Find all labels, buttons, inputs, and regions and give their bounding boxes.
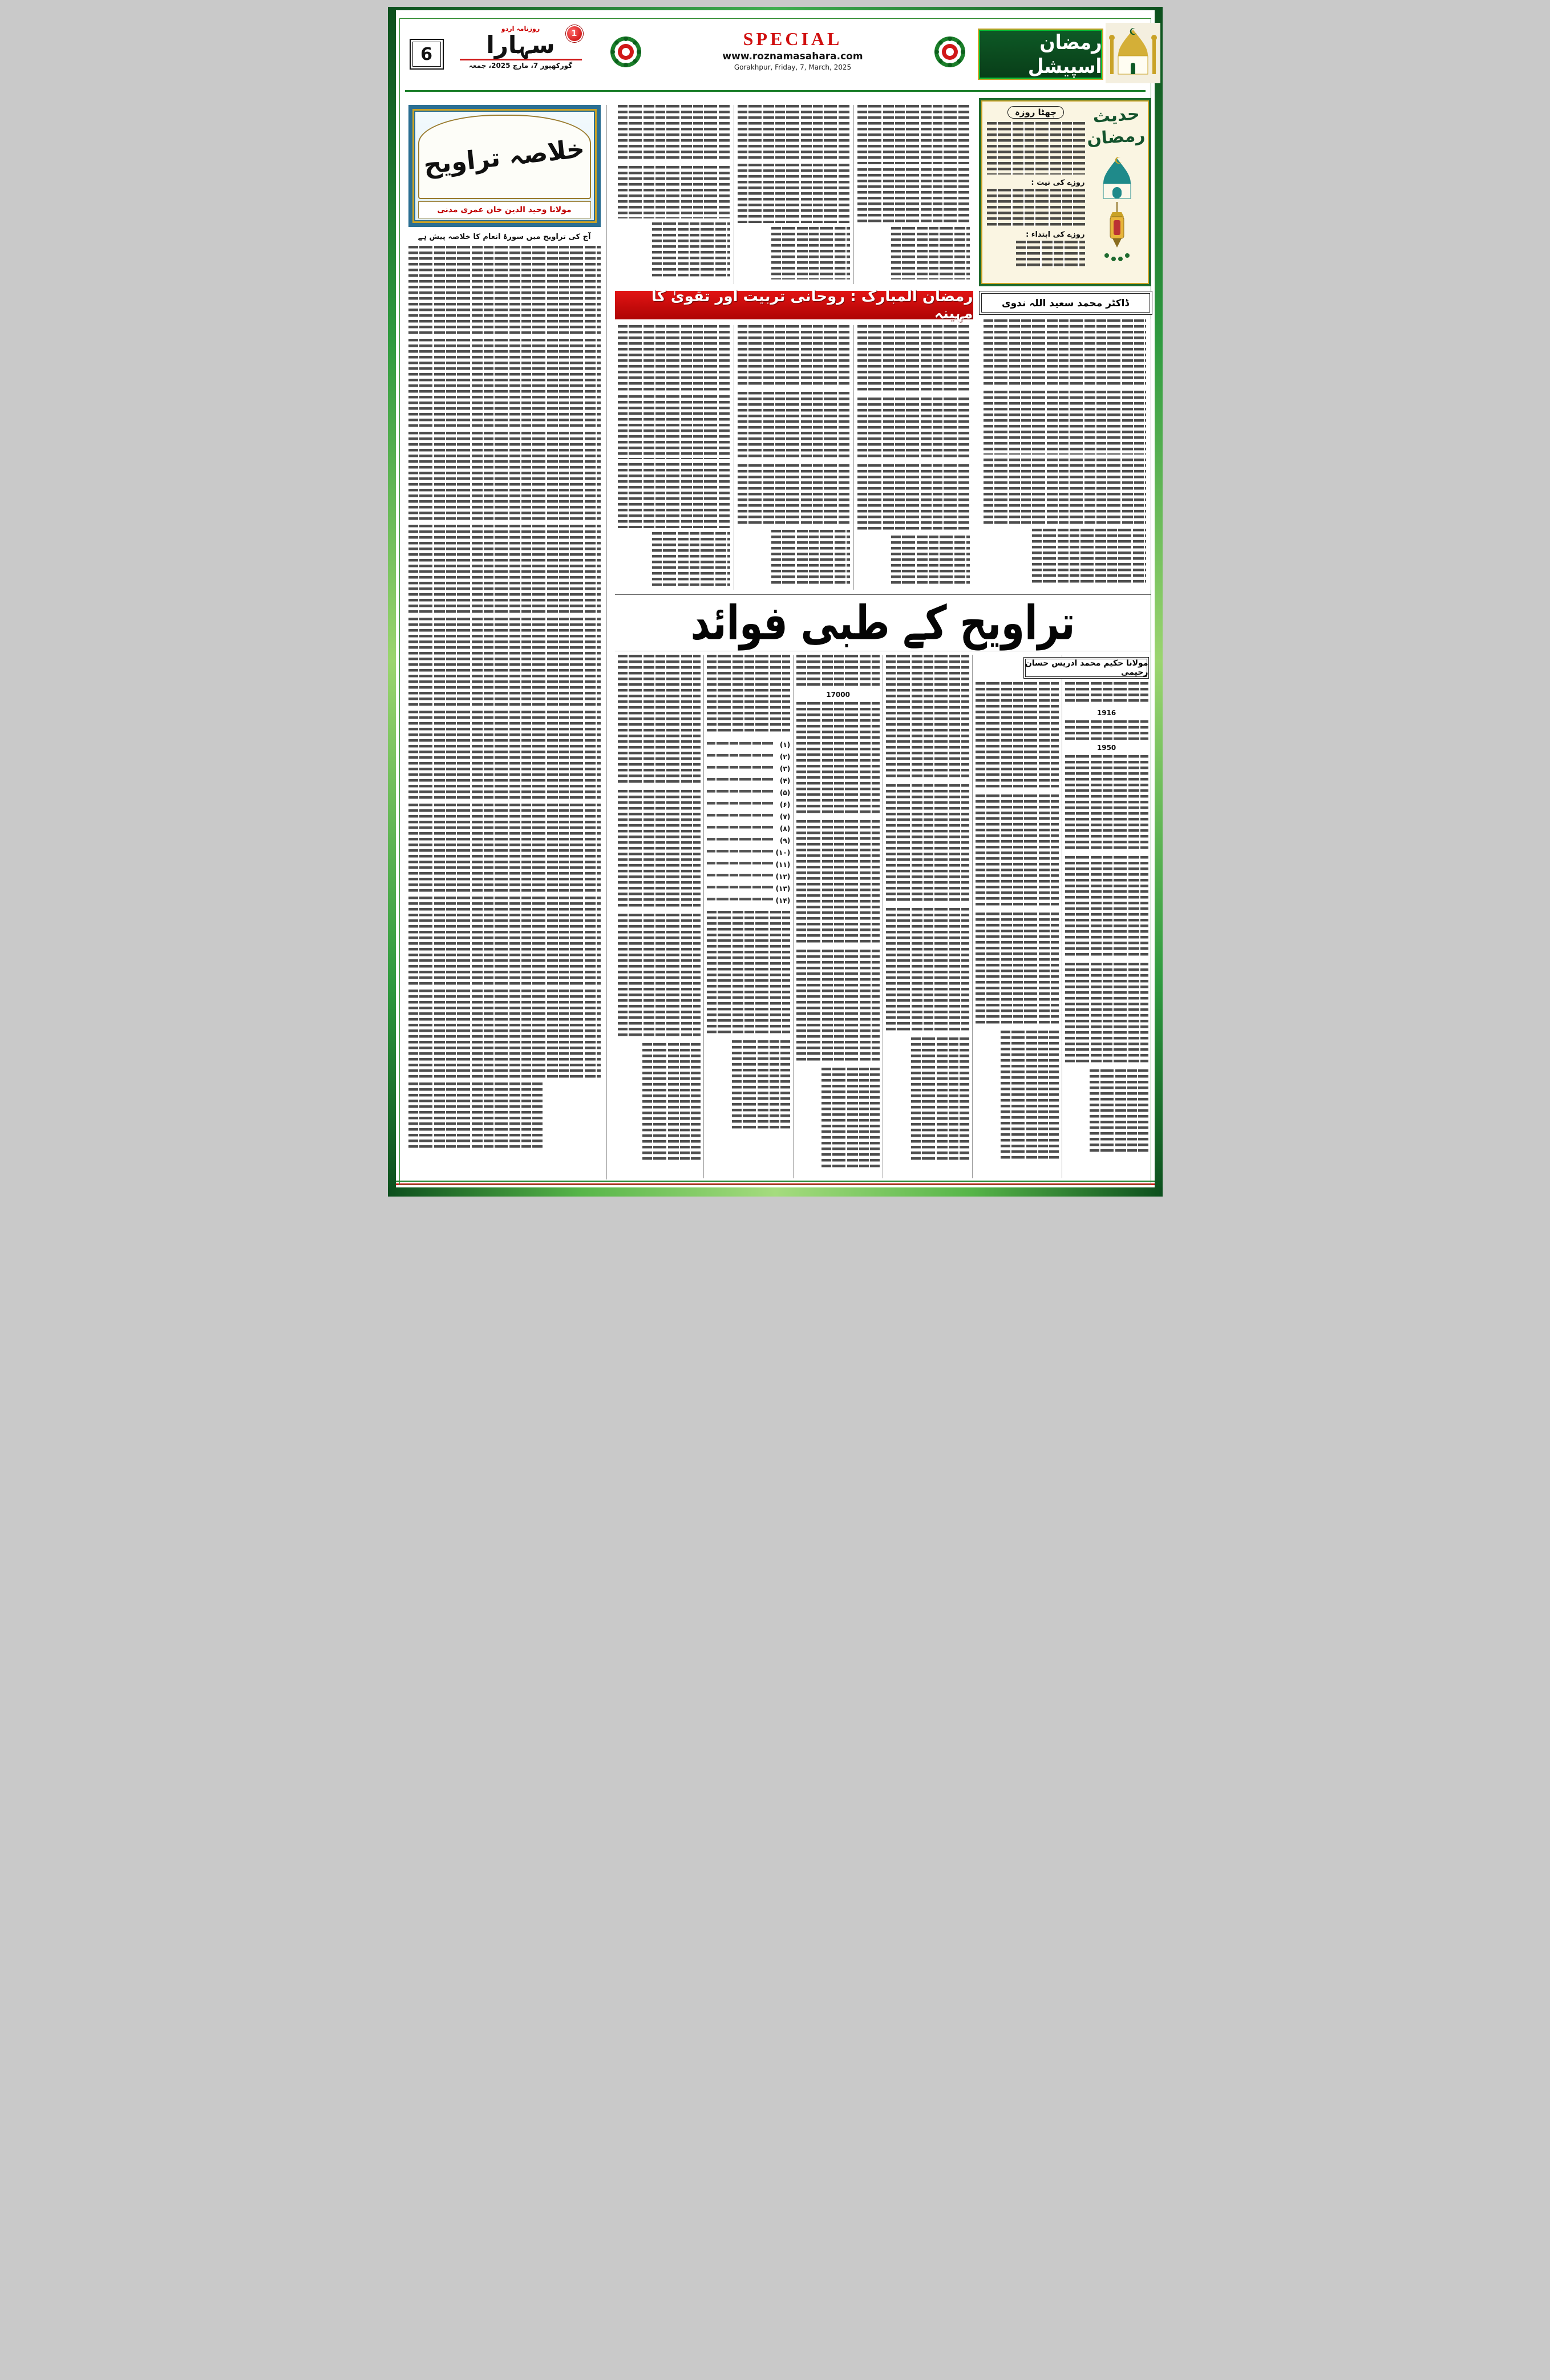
feature-byline: ڈاکٹر محمد سعید اللہ ندوی (979, 291, 1152, 315)
text-block (1016, 241, 1084, 268)
text-block (976, 682, 1059, 790)
header-center (699, 29, 887, 71)
page-header (405, 21, 1146, 89)
newspaper-page (388, 7, 1163, 1197)
text-block (857, 464, 970, 532)
text-block (976, 913, 1059, 1027)
text-block (984, 319, 1146, 387)
list-item (707, 751, 790, 763)
page-frame-right (1155, 7, 1163, 1197)
text-block (738, 325, 850, 388)
hadith-lead: چھٹا روزہ (1007, 106, 1064, 119)
text-line (707, 886, 773, 891)
text-block (1032, 529, 1146, 586)
hadith-box-text (987, 106, 1085, 278)
figure-17000: 17000 (826, 691, 850, 699)
list-item (707, 763, 790, 775)
text-block (976, 794, 1059, 909)
page-number: 6 (410, 39, 444, 70)
feature-article-right-column (979, 319, 1151, 590)
text-column (1062, 655, 1151, 1178)
text-line (707, 898, 773, 903)
text-block (738, 105, 850, 160)
text-block (771, 227, 850, 279)
text-block (408, 246, 601, 335)
section-banner (978, 29, 1103, 80)
list-item (707, 870, 790, 882)
text-block (886, 908, 969, 1033)
text-block (987, 189, 1085, 226)
website-url: www.roznamasahara.com (722, 51, 863, 62)
list-number: (۲) (779, 752, 791, 761)
text-block (652, 222, 731, 279)
hadith-title-line2: رمضان (1086, 125, 1146, 149)
text-block (408, 525, 601, 614)
main-headline: تراویح کے طبی فوائد (690, 595, 1075, 651)
list-number: (۱۱) (775, 860, 791, 869)
mosque-icon (1106, 23, 1160, 83)
page-frame-left (388, 7, 396, 1197)
text-block (408, 711, 601, 800)
left-article-lead: آج کی تراویح میں سورۂ انعام کا خلاصہ پیش ہے (418, 233, 591, 241)
text-block (618, 105, 730, 162)
text-block (796, 655, 880, 687)
text-block (987, 122, 1085, 175)
hadith-box-title (1088, 103, 1146, 150)
header-divider-rule (405, 90, 1146, 92)
list-item (707, 786, 790, 798)
page-frame-bottom (388, 1187, 1163, 1197)
text-column (734, 325, 854, 590)
left-article-title: خلاصہ تراویح (422, 133, 586, 180)
left-article (408, 105, 607, 1179)
text-line (707, 802, 773, 808)
special-label: SPECIAL (743, 29, 843, 49)
text-block (618, 790, 701, 910)
list-number: (۱۰) (775, 848, 791, 857)
main-article-body (615, 655, 1151, 1178)
text-block (1065, 682, 1148, 705)
figure-1950: 1950 (1096, 744, 1116, 752)
list-item (707, 894, 790, 906)
text-block (771, 530, 850, 586)
text-block (1065, 720, 1148, 740)
list-item (707, 846, 790, 858)
text-line (707, 766, 773, 772)
feature-headline-banner (615, 288, 973, 322)
text-block (738, 392, 850, 460)
text-block (984, 391, 1146, 455)
ornament-medallion-icon (609, 35, 642, 68)
text-line (707, 850, 773, 855)
feature-article-body (615, 325, 973, 590)
text-block (618, 166, 730, 218)
bottom-red-rule (396, 1183, 1155, 1185)
text-block (984, 459, 1146, 525)
text-block (618, 914, 701, 1039)
text-line (707, 754, 773, 760)
list-number: (۴) (779, 776, 791, 785)
text-block (796, 950, 880, 1064)
text-block (652, 532, 731, 586)
hadith-ramzan-box (979, 98, 1151, 286)
text-block (408, 339, 601, 428)
text-block (707, 911, 790, 1036)
left-article-title-frame (418, 115, 591, 199)
text-line (707, 874, 773, 879)
text-block (642, 1043, 701, 1163)
text-line (707, 826, 773, 832)
text-block (857, 325, 970, 394)
main-headline-band (615, 594, 1151, 651)
figure-1916: 1916 (1096, 709, 1116, 717)
masthead (450, 25, 592, 86)
list-number: (۵) (779, 788, 791, 797)
text-column (794, 655, 883, 1178)
english-dateline: Gorakhpur, Friday, 7, March, 2025 (734, 63, 852, 71)
text-block (911, 1037, 969, 1163)
text-block (886, 784, 969, 904)
text-block (857, 168, 970, 223)
list-number: (۱۲) (775, 872, 791, 881)
list-item (707, 858, 790, 870)
text-line (707, 814, 773, 820)
list-number: (۸) (779, 824, 791, 833)
main-article-byline: مولانا حکیم محمد ادریس حسان رحیمی (1023, 657, 1149, 679)
text-block (618, 325, 730, 391)
text-block (796, 702, 880, 816)
text-block (886, 655, 969, 780)
page-frame-top (388, 7, 1163, 10)
list-item (707, 775, 790, 786)
text-block (796, 820, 880, 946)
text-block (738, 464, 850, 526)
text-line (707, 742, 773, 748)
text-block (821, 1068, 880, 1170)
list-number: (۱۳) (775, 884, 791, 893)
section-title: رمضان اسپیشل (1027, 30, 1102, 78)
text-column (854, 325, 973, 590)
text-line (707, 790, 773, 796)
text-line (707, 778, 773, 784)
text-block (408, 804, 601, 893)
text-block (1001, 1031, 1059, 1162)
text-block (1065, 755, 1148, 852)
text-column (854, 105, 973, 284)
list-number: (۷) (779, 812, 791, 821)
list-number: (۱۴) (775, 896, 791, 905)
bottom-green-rule (396, 1181, 1155, 1182)
text-column (883, 655, 973, 1178)
text-block (891, 227, 970, 279)
masthead-dateline: گورکھپور 7، مارچ 2025، جمعہ (468, 62, 573, 70)
list-item (707, 834, 790, 846)
text-block (738, 164, 850, 223)
list-number: (۶) (779, 800, 791, 809)
text-column (615, 655, 705, 1178)
text-line (707, 862, 773, 867)
text-block (891, 536, 970, 586)
text-column (614, 105, 734, 284)
list-item (707, 882, 790, 894)
list-item (707, 798, 790, 810)
hadith-title-line1: حدیث (1092, 104, 1140, 127)
text-column (734, 105, 854, 284)
list-number: (۱) (779, 740, 791, 749)
list-item (707, 739, 790, 751)
text-block (857, 398, 970, 460)
text-column (973, 655, 1062, 1178)
hadith-subhead-2: روزے کی ابتداء : (1026, 230, 1085, 239)
list-item (707, 810, 790, 822)
masthead-title: سہارا (486, 31, 555, 59)
list-number: (۹) (779, 836, 791, 845)
feature-title: رمضان المبارک : روحانی تربیت اور تقویٰ کا مہینہ (651, 288, 973, 322)
text-block (408, 432, 601, 521)
text-block (618, 395, 730, 459)
list-item (707, 822, 790, 834)
text-block (1065, 963, 1148, 1065)
masthead-rule (460, 59, 582, 60)
text-block (857, 105, 970, 164)
masthead-badge: 1 (566, 25, 583, 42)
list-number: (۳) (779, 764, 791, 773)
text-block (707, 655, 790, 735)
text-column (614, 325, 734, 590)
text-block (1065, 856, 1148, 959)
text-block (408, 990, 601, 1078)
hadith-subhead-1: روزے کی نیت : (1031, 179, 1085, 187)
left-article-byline: مولانا وحید الدین خان عمری مدنی (418, 201, 591, 218)
ornament-medallion-icon (933, 35, 966, 68)
mosque-lantern-icon (1090, 155, 1144, 269)
text-block (618, 463, 730, 528)
text-line (707, 838, 773, 844)
text-block (1090, 1069, 1148, 1155)
top-middle-text (615, 105, 973, 284)
numbered-list-column (704, 655, 794, 1178)
text-block (408, 1082, 543, 1151)
text-block (408, 897, 601, 986)
text-block (732, 1040, 790, 1132)
left-article-ornament-frame (408, 105, 601, 227)
text-block (618, 655, 701, 786)
masthead-label: روزنامہ اردو (501, 25, 540, 33)
text-block (408, 618, 601, 707)
